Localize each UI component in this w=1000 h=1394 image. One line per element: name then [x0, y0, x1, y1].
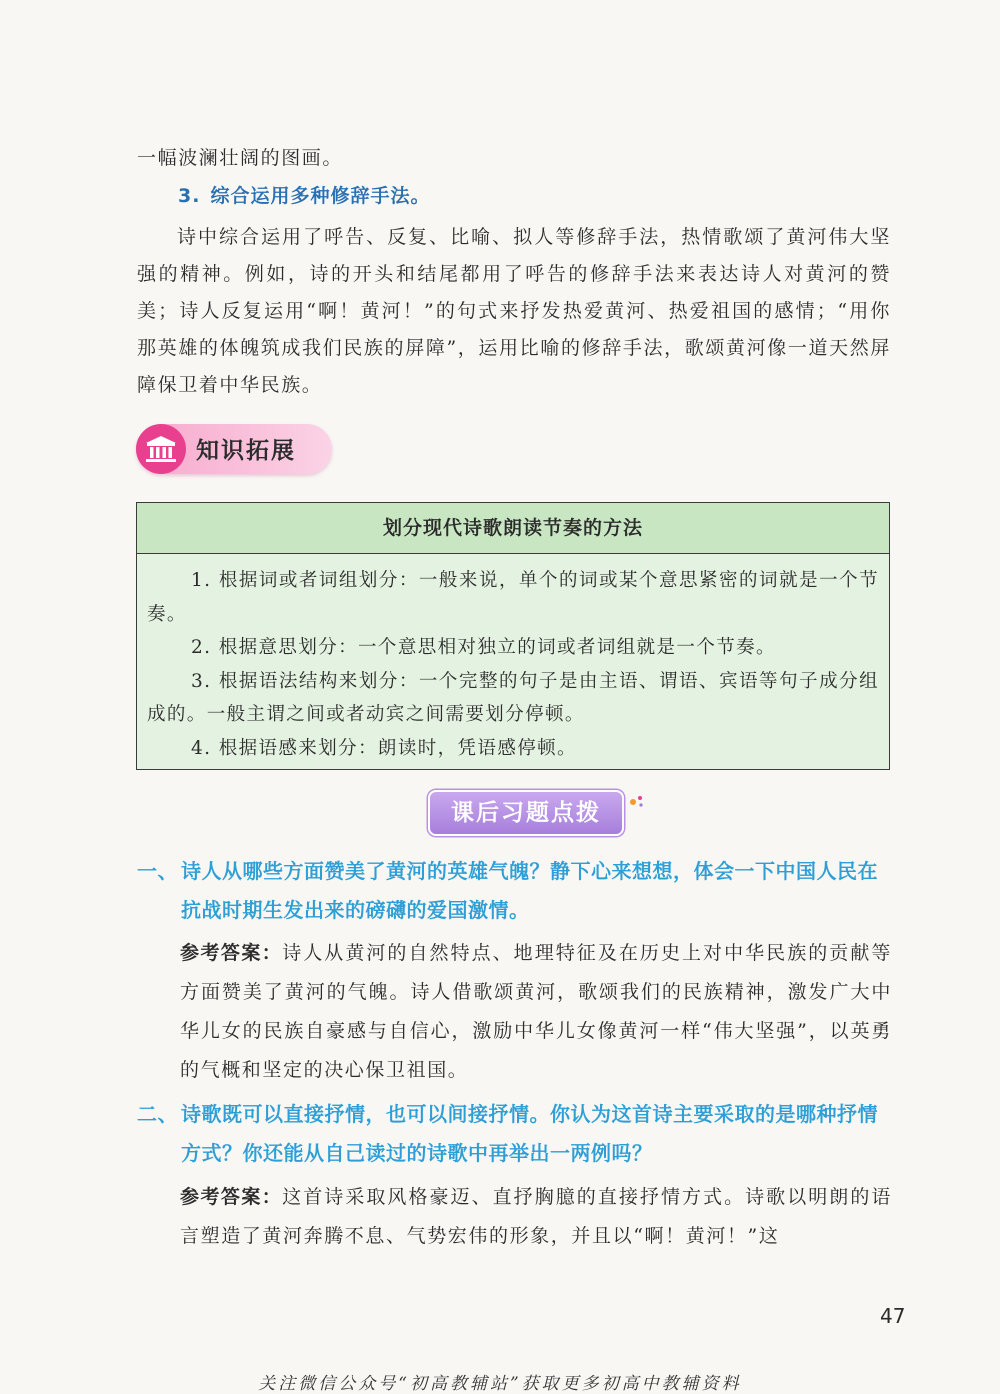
box-title: 划分现代诗歌朗读节奏的方法 — [137, 503, 889, 554]
exercise-banner: 课后习题点拨 — [428, 790, 624, 836]
intro-line: 一幅波澜壮阔的图画。 — [137, 147, 344, 169]
question-2 — [137, 1095, 897, 1173]
method-item: 2. 根据意思划分：一个意思相对独立的词或者词组就是一个节奏。 — [191, 637, 776, 658]
question-number: 一、 — [137, 859, 178, 883]
museum-icon — [136, 424, 186, 474]
question-number: 二、 — [137, 1102, 178, 1126]
page-number: 47 — [880, 1304, 906, 1328]
method-item: 4. 根据语感来划分：朗读时，凭语感停顿。 — [191, 737, 577, 759]
method-item: 3. 根据语法结构来划分：一个完整的句子是由主语、谓语、宾语等句子成分组成的。一般主谓之间或者动宾之间需要划分停顿。 — [147, 670, 879, 725]
method-item: 1. 根据词或者词组划分：一般来说，单个的词或某个意思紧密的词就是一个节奏。 — [147, 570, 879, 625]
question-1 — [137, 852, 897, 930]
question-text: 诗歌既可以直接抒情，也可以间接抒情。你认为这首诗主要采取的是哪种抒情方式？你还能从自己读过的诗歌中再举出一两例吗？ — [181, 1102, 878, 1165]
section-heading — [178, 178, 430, 214]
section-paragraph: 诗中综合运用了呼告、反复、比喻、拟人等修辞手法，热情歌颂了黄河伟大坚强的精神。例如，诗的开头和结尾都用了呼告的修辞手法来表达诗人对黄河的赞美；诗人反复运用“啊！黄河！”的句式来抒发热爱黄河、热爱祖国的感情；“用你那英雄的体魄筑成我们民族的屏障”，运用比喻的修辞手法，歌颂黄河像一道天然屏障保卫着中华民族。 — [137, 226, 891, 396]
rhythm-method-box — [136, 502, 890, 770]
section-title: 综合运用多种修辞手法。 — [210, 185, 431, 207]
box-body — [147, 564, 879, 765]
question-text: 诗人从哪些方面赞美了黄河的英雄气魄？静下心来想想，体会一下中国人民在抗战时期生发出来的磅礴的爱国激情。 — [181, 859, 878, 922]
knowledge-expansion-label — [136, 424, 332, 474]
section-number: 3. — [178, 185, 201, 207]
answer-text: 诗人从黄河的自然特点、地理特征及在历史上对中华民族的贡献等方面赞美了黄河的气魄。诗人借歌颂黄河，歌颂我们的民族精神，激发广大中华儿女的民族自豪感与自信心，激励中华儿女像黄河一样“伟大坚强”，以英勇的气概和坚定的决心保卫祖国。 — [180, 942, 892, 1081]
answer-1 — [180, 934, 892, 1090]
knowledge-expansion-title: 知识拓展 — [196, 438, 296, 464]
answer-text: 这首诗采取风格豪迈、直抒胸臆的直接抒情方式。诗歌以明朗的语言塑造了黄河奔腾不息、气势宏伟的形象，并且以“啊！黄河！”这 — [180, 1186, 892, 1247]
footer-note: 关注微信公众号“初高教辅站”获取更多初高中教辅资料 — [258, 1374, 742, 1394]
answer-2 — [180, 1178, 892, 1256]
answer-label: 参考答案： — [180, 942, 283, 964]
answer-label: 参考答案： — [180, 1186, 283, 1208]
sparkle-dots-icon — [626, 792, 646, 812]
